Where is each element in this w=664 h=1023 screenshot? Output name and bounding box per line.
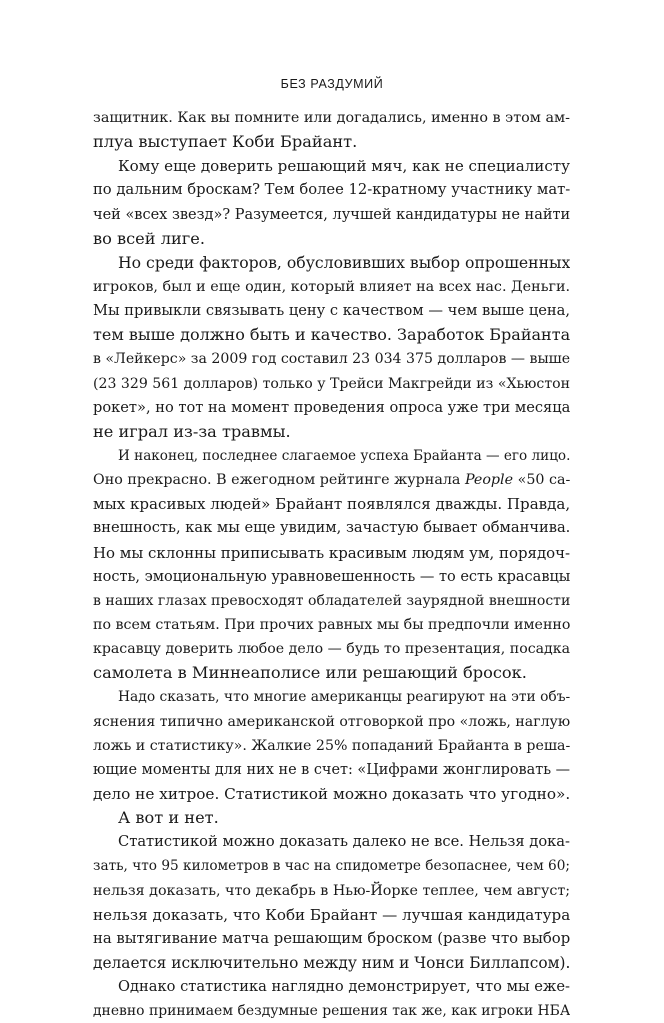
text-line: мых красивых людей» Брайант появлялся дважды. Правда, <box>93 495 570 514</box>
text-line: ложь и статистику». Жалкие 25% попаданий Брайанта в реша- <box>93 737 570 754</box>
text-line: чей «всех звезд»? Разумеется, лучшей кандидатуры не найти <box>93 206 570 223</box>
text-line: (23 329 561 долларов) только у Трейси Макгрейди из «Хьюстон <box>93 375 570 392</box>
text-line: Мы привыкли связывать цену с качеством — чем выше цена, <box>93 302 570 320</box>
text-line: делается исключительно между ним и Чонси Биллапсом). <box>93 953 570 972</box>
running-head: БЕЗ РАЗДУМИЙ <box>280 77 384 91</box>
text-line: самолета в Миннеаполисе или решающий бросок. <box>93 663 527 683</box>
text-line: защитник. Как вы помните или догадались, именно в этом ам- <box>93 110 570 126</box>
italic-title: People <box>464 472 514 489</box>
text-line: во всей лиге. <box>93 228 205 248</box>
text-line: нельзя доказать, что Коби Брайант — лучшая кандидатура <box>93 905 570 924</box>
text-line: зать, что 95 километров в час на спидометре безопаснее, чем 60; <box>93 858 570 875</box>
text-line: ющие моменты для них не в счет: «Цифрами жонглировать — <box>93 761 570 778</box>
text-line: нельзя доказать, что декабрь в Нью-Йорке теплее, чем август; <box>93 882 570 899</box>
text-line: дело не хитрое. Статистикой можно доказать что угодно». <box>93 784 570 803</box>
text-line: И наконец, последнее слагаемое успеха Брайанта — его лицо. <box>118 447 570 464</box>
text-line: рокет», но тот на момент проведения опроса уже три месяца <box>93 398 570 416</box>
text-line: дневно принимаем бездумные решения так же, как игроки НБА <box>93 1003 570 1020</box>
text-line: по дальним броскам? Тем более 12-кратному участнику мат- <box>93 181 570 199</box>
text-line: ность, эмоциональную уравновешенность — то есть красавцы <box>93 568 570 585</box>
text-line: плуа выступает Коби Брайант. <box>93 132 358 152</box>
text-line: в наших глазах превосходят обладателей заурядной внешности <box>93 592 570 609</box>
text-line: игроков, был и еще один, который влияет на всех нас. Деньги. <box>93 278 570 295</box>
text-line: по всем статьям. При прочих равных мы бы предпочли именно <box>93 616 570 633</box>
text-line: Но среди факторов, обусловивших выбор опрошенных <box>118 252 570 272</box>
text-line: в «Лейкерс» за 2009 год составил 23 034 375 долларов — выше <box>93 351 570 368</box>
text-line: Оно прекрасно. В ежегодном рейтинге журнала People «50 са- <box>93 472 570 489</box>
text-line: Но мы склонны приписывать красивым людям ум, порядоч- <box>93 543 570 562</box>
text-line: на вытягивание матча решающим броском (разве что выбор <box>93 929 570 947</box>
text-line: Однако статистика наглядно демонстрирует, что мы еже- <box>118 978 570 996</box>
text-line: яснения типично американской отговоркой про «ложь, наглую <box>93 713 570 730</box>
text-line: А вот и нет. <box>118 808 219 828</box>
body-text <box>93 106 570 1023</box>
text-line: Статистикой можно доказать далеко не все. Нельзя дока- <box>118 833 570 851</box>
text-line: Надо сказать, что многие американцы реагируют на эти объ- <box>118 689 570 706</box>
text-line: тем выше должно быть и качество. Заработок Брайанта <box>93 325 570 345</box>
text-line: внешность, как мы еще увидим, зачастую бывает обманчива. <box>93 519 570 537</box>
text-line: Кому еще доверить решающий мяч, как не специалисту <box>118 157 570 176</box>
text-line: красавцу доверить любое дело — будь то презентация, посадка <box>93 641 570 658</box>
text-line: не играл из-за травмы. <box>93 421 291 441</box>
